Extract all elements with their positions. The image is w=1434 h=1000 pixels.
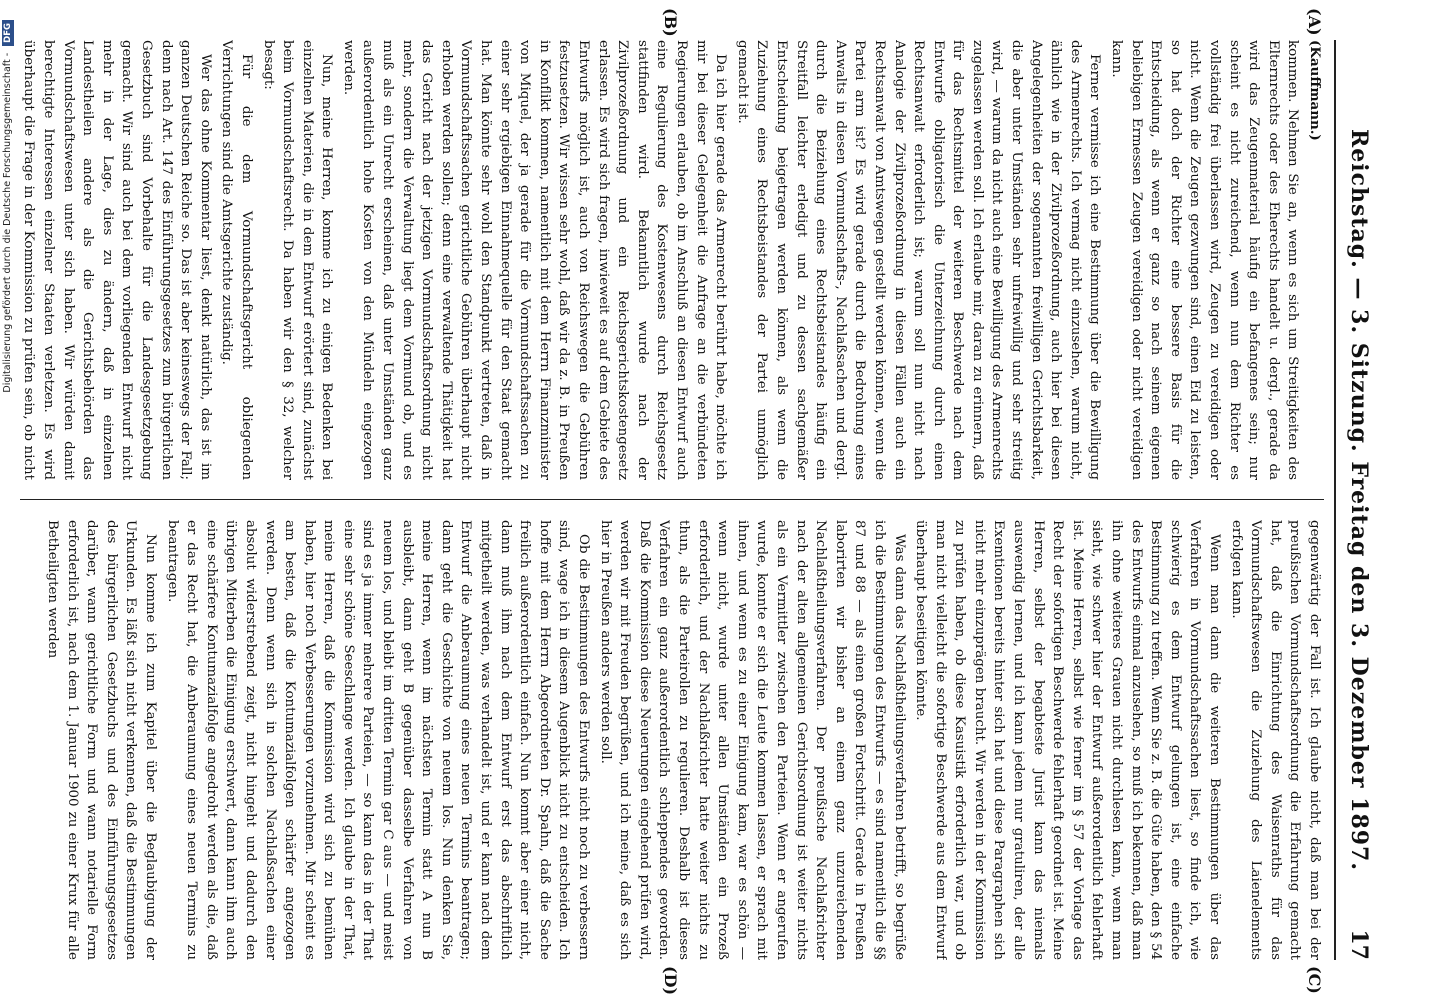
dfg-logo: DFG xyxy=(2,20,14,46)
paragraph: Nun, meine Herren, komme ich zu einigen Bedenken bei einzelnen Materien, die in dem Entwurf erörtert sind, zunächst beim Vormundschaftsrecht. Da haben wir den § 32, welcher besagt: xyxy=(260,40,335,480)
paragraph: kommen. Nehmen Sie an, wenn es sich um Streitigkeiten des Elternrechts oder des Eherechts handelt u. dergl., gerade da wird das Zeugenmaterial häufig ein befangenes sein; nur scheint es nicht zureichend, wenn nun dem Richter es vollständig frei überlassen wird, Zeugen zu vereidigen oder nicht. Wenn die Zeugen gezwungen sind, einen Eid zu leisten, so hat doch der Richter eine bessere Basis für die Entscheidung, als wenn er ganz so nach seinem eigenen beliebigen Ermessen Zeugen vereidigen oder nicht vereidigen kann. xyxy=(1109,40,1301,480)
digitization-credit xyxy=(0,0,16,1000)
paragraph: Nun komme ich zum Kapitel über die Beglaubigung der Urkunden. Es läßt sich nicht verkennen, daß die Bestimmungen des bürgerlichen Gesetzbuchs und des Einführungsgesetzes darüber, wann gerichtliche Form und wann notarielle Form erforderlich ist, nach dem 1. Januar 1900 zu einer Krux für alle Betheiligten werden xyxy=(45,520,158,960)
column-divider xyxy=(20,499,1324,500)
credit-text: Digitalisierung gefördert durch die Deutsche Forschungsgemeinschaft - xyxy=(2,52,13,393)
paragraph: Wer das ohne Kommentar liest, denkt natürlich, das ist im ganzen Deutschen Reiche so. Das ist aber keineswegs der Fall; denn nach Art. 147 des Einführungsgesetzes zum bürgerlichen Gesetzbuch sind Vorbehalte für die Landesgesetzgebung gemacht. Wir sind auch bei dem vorliegenden Entwurf nicht mehr in der Lage, dies zu ändern, daß in einzelnen Landestheilen andere als die Gerichtsbehörden das Vormundschaftswesen unter sich haben. Wir würden damit berechtigte Interessen einzelner Staaten verletzen. Es wird überhaupt die Frage in der Kommission zu prüfen sein, ob nicht xyxy=(21,40,213,480)
right-column xyxy=(20,520,1324,960)
quoted-paragraph: Für die dem Vormundschaftsgericht obliegenden Verrichtungen sind die Amtsgerichte zuständig. xyxy=(219,40,254,480)
left-column xyxy=(20,40,1324,480)
margin-letter-d: (D) xyxy=(661,966,680,996)
running-title: Reichstag. — 3. Sitzung. Freitag den 3. Dezember 1897. xyxy=(1346,128,1372,872)
paragraph: gegenwärtig der Fall ist. Ich glaube nicht, daß man bei der preußischen Vormundschaftsordnung die Erfahrung gemacht hat, daß die Einrichtung des Waisenraths für das Vormundschaftswesen die Zuziehung des Laienelements erfolgen kann. xyxy=(1228,520,1322,960)
margin-letter-a: (A) xyxy=(1305,8,1324,36)
paragraph: Da ich hier gerade das Armenrecht berührt habe, möchte ich mir bei dieser Gelegenheit die Anfrage an die verbündeten Regierungen erlauben, ob im Anschluß an diesen Entwurf auch eine Regulierung des Kostenwesens durch Reichsgesetz stattfinden wird. Bekanntlich wurde nach der Zivilprozeßordnung und ein Reichsgerichtskostengesetz erlassen. Es wird sich fragen, inwieweit es auf dem Gebiete des Entwurfs möglich ist, auch von Reichswegen die Gebühren festzusetzen. Wir wissen sehr wohl, daß wir da z. B. in Preußen in Konflikt kommen, namentlich mit dem Herrn Finanzminister von Miquel, der ja gerade für die Vormundschaftssachen zu einer sehr ergiebigen Einnahmequelle für den Staat gemacht hat. Man könnte sehr wohl den Standpunkt vertreten, daß in Vormundschaftssachen gerichtliche Gebühren überhaupt nicht erhoben werden sollen; denn eine verwaltende Thätigkeit hat das Gericht nach der jetzigen Vormundschaftsordnung nicht mehr, sondern die Verwaltung liegt dem Vormund ob, und es muß als ein Unrecht erscheinen, daß unter Umständen ganz außerordentlich hohe Kosten von den Mündeln eingezogen werden. xyxy=(340,40,729,480)
paragraph: Was dann das Nachlaßtheilungsverfahren betrifft, so begrüße ich die Bestimmungen des Entwurfs — es sind namentlich die §§ 87 und 88 — als einen großen Fortschritt. Gerade in Preußen laborirten wir bisher an einem ganz unzureichenden Nachlaßtheilungsverfahren. Der preußische Nachlaßrichter nach der alten allgemeinen Gerichtsordnung ist weiter nichts als ein Vermittler zwischen den Parteien. Wenn er angerufen wurde, konnte er sich die Leute kommen lassen, er sprach mit ihnen, und wenn es zu einer Einigung kam, war es schön — wenn nicht, wurde unter allen Umständen ein Prozeß erforderlich, und der Nachlaßrichter hatte weiter nichts zu thun, als die Parteirollen zu regulieren. Deshalb ist dieses Verfahren ein ganz außerordentlich schleppendes geworden. Daß die Kommission diese Neuerungen eingehend prüfen wird, werden wir mit Freuden begrüßen, und ich meine, daß es sich hier in Preußen anders werden soll. xyxy=(597,520,907,960)
paragraph: Ob die Bestimmungen des Entwurfs nicht noch zu verbessern sind, wage ich in diesem Augenblick nicht zu entscheiden. Ich hoffe mit dem Herrn Abgeordneten Dr. Spahn, daß die Sache freilich außerordentlich einfach. Nun kommt aber einer nicht, dann muß ihm nach dem Entwurf erst das abschriftlich mitgetheilt werden, was verhandelt ist, und er kann nach dem Entwurf die Anberaumung eines neuen Termins beantragen; dann geht die Geschichte von neuem los. Nun denken Sie, meine Herren, wenn im nächsten Termin statt A nun B ausbleibt, dann geht B gegenüber dasselbe Verfahren von neuem los, und bleibt im dritten Termin gar C aus — und meist sind es ja immer mehrere Parteien, — so kann das in der That eine sehr schöne Seeschlange werden. Ich glaube in der That, meine Herren, daß die Kommission wird sich zu bemühen haben, hier noch Verbesserungen vorzunehmen. Mir scheint es am besten, daß die Kontumazialfolgen schärfer angezogen werden. Denn wenn sich in solchen Nachlaßsachen einer absolut widerstrebend zeigt, nicht hingeht und dadurch den übrigen Miterben die Einigung erschwert, dann kann ihm auch eine schärfere Kontumazialfolge angedroht werden als die, daß er das Recht hat, die Anberaumung eines neuen Termins zu beantragen. xyxy=(164,520,592,960)
speaker-name: (Kauffmann.) xyxy=(1307,40,1323,141)
page-header xyxy=(1334,40,1376,960)
margin-letter-c: (C) xyxy=(1305,966,1324,994)
page-number: 17 xyxy=(1346,929,1372,960)
margin-letter-b: (B) xyxy=(661,8,680,37)
paragraph: Wenn man dann die weiteren Bestimmungen über das Verfahren in Vormundschaftssachen liest, so finde ich, wie schwierig es dem Entwurf gelungen ist, eine einfache Bestimmung zu treffen. Wenn Sie z. B. die Güte haben, den § 54 des Entwurfs einmal anzusehen, so muß ich bekennen, daß man ihn ohne weiteres Grauen nicht durchlesen kann, wenn man sieht, wie schwer hier der Entwurf außerordentlich fehlerhaft ist. Meine Herren, selbst wie ferner im § 57 der Vorlage das Recht der sofortigen Beschwerde fehlerhaft geordnet ist. Meine Herren, selbst der begabteste Jurist kann das niemals auswendig lernen, und ich kann jedem nur gratuliren, der alle Exemtionen bereits hinter sich hat und diese Paragraphen sich nicht mehr einzuprägen braucht. Wir werden in der Kommission zu prüfen haben, ob diese Kasuistik erforderlich war, und ob man nicht vielleicht die sofortige Beschwerde aus dem Entwurf überhaupt beseitigen könnte. xyxy=(913,520,1223,960)
paragraph: Ferner vermisse ich eine Bestimmung über die Bewilligung des Armenrechts. Ich vermag nicht einzusehen, warum nicht, ähnlich wie in der Zivilprozeßordnung, auch hier bei diesen Angelegenheiten der sogenannten freiwilligen Gerichtsbarkeit, die aber unter Umständen sehr unfreiwillig und sehr streitig wird, — warum da nicht auch eine Bewilligung des Armenrechts zugelassen werden soll. Ich erlaube mir, daran zu erinnern, daß für das Rechtsmittel der weiteren Beschwerde nach dem Entwurfe obligatorisch die Unterzeichnung durch einen Rechtsanwalt erforderlich ist; warum soll nun nicht nach Analogie der Zivilprozeßordnung in diesen Fällen auch ein Rechtsanwalt von Amtswegen gestellt werden können, wenn die Partei arm ist? Es wird gerade durch die Bedrohung eines Anwalts in diesen Vormundschafts-, Nachlaßsachen und dergl. durch die Beiziehung eines Rechtsbeistandes häufig ein Streitfall leichter erledigt und zu dessen sachgemäßer Entscheidung beigetragen werden können, als wenn die Zuziehung eines Rechtsbeistandes der Partei unmöglich gemacht ist. xyxy=(734,40,1103,480)
